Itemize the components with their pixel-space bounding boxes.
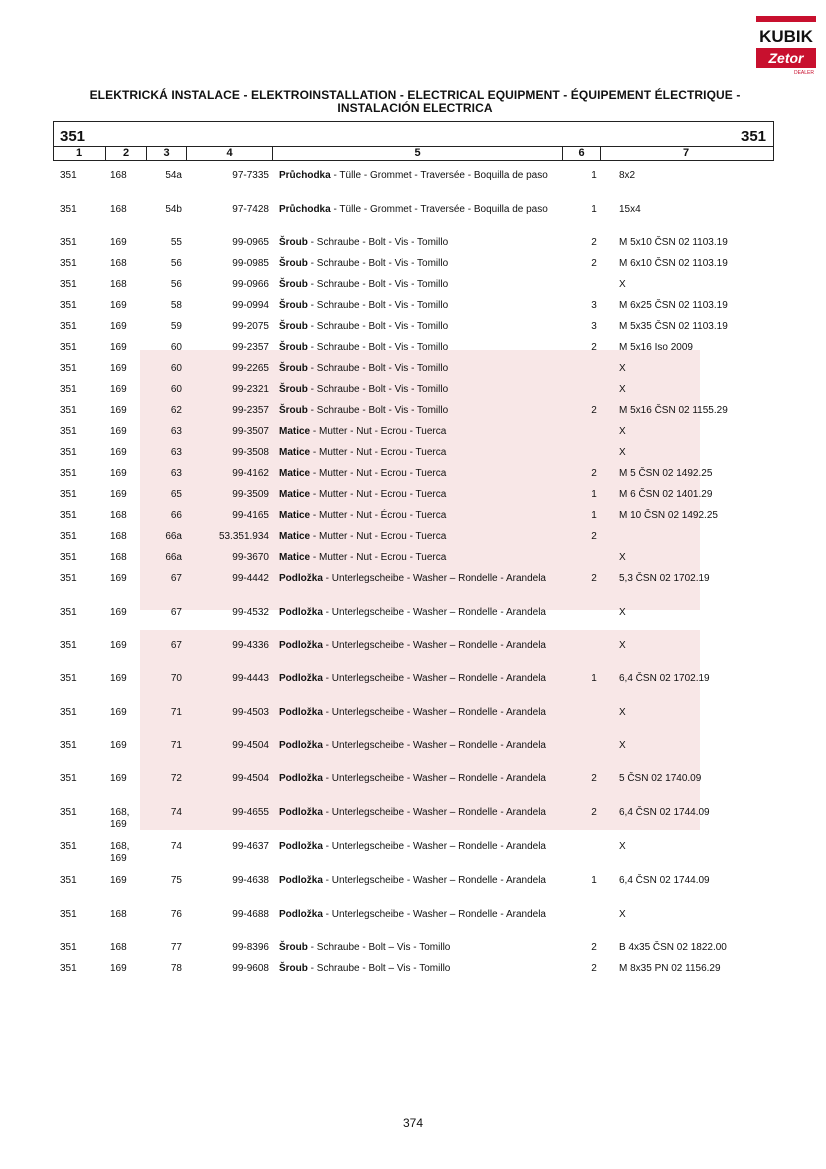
- description-translations: - Unterlegscheibe - Washer – Rondelle - Arandela: [322, 607, 546, 618]
- cell-section: 351: [60, 607, 77, 618]
- description-name: Šroub: [279, 405, 308, 416]
- description-name: Průchodka: [279, 204, 331, 215]
- description-translations: - Mutter - Nut - Ecrou - Tuerca: [310, 489, 447, 500]
- description-name: Podložka: [279, 841, 323, 852]
- cell-note: M 5x35 ČSN 02 1103.19: [619, 321, 728, 332]
- description-name: Matice: [279, 489, 311, 500]
- cell-part-number: 99-0994: [232, 300, 269, 311]
- description-name: Matice: [279, 426, 311, 437]
- cell-figure: 168, 169: [110, 807, 130, 830]
- cell-section: 351: [60, 426, 77, 437]
- cell-quantity: 2: [591, 963, 597, 974]
- cell-note: M 5x16 Iso 2009: [619, 342, 693, 353]
- cell-quantity: 3: [591, 300, 597, 311]
- cell-section: 351: [60, 405, 77, 416]
- cell-note: 6,4 ČSN 02 1702.19: [619, 673, 710, 684]
- description-translations: - Mutter - Nut - Ecrou - Tuerca: [310, 552, 447, 563]
- cell-part-number: 99-2075: [232, 321, 269, 332]
- logo-top-text: KUBIK: [759, 27, 813, 46]
- cell-figure: 168: [110, 510, 127, 521]
- cell-note: X: [619, 447, 626, 458]
- description-translations: - Unterlegscheibe - Washer – Rondelle - Arandela: [322, 707, 546, 718]
- cell-part-number: 99-8396: [232, 942, 269, 953]
- cell-section: 351: [60, 875, 77, 886]
- description-name: Podložka: [279, 573, 323, 584]
- cell-description: [279, 841, 559, 853]
- cell-position: 55: [170, 237, 182, 248]
- cell-description: [279, 468, 559, 480]
- logo-bottom-text: Zetor: [768, 50, 804, 66]
- cell-quantity: 3: [591, 321, 597, 332]
- cell-quantity: 1: [591, 510, 597, 521]
- cell-section: 351: [60, 363, 77, 374]
- column-header-7: 7: [682, 147, 690, 159]
- description-name: Podložka: [279, 707, 323, 718]
- cell-figure: 168: [110, 552, 127, 563]
- cell-position: 70: [170, 673, 182, 684]
- cell-part-number: 99-4504: [232, 740, 269, 751]
- cell-quantity: 2: [591, 468, 597, 479]
- cell-part-number: 99-4442: [232, 573, 269, 584]
- cell-part-number: 53.351.934: [218, 531, 269, 542]
- cell-note: X: [619, 384, 626, 395]
- description-translations: - Mutter - Nut - Ecrou - Tuerca: [310, 468, 447, 479]
- description-name: Šroub: [279, 942, 308, 953]
- cell-section: 351: [60, 707, 77, 718]
- cell-position: 78: [170, 963, 182, 974]
- description-translations: - Schraube - Bolt - Vis - Tomillo: [307, 405, 449, 416]
- cell-position: 54b: [165, 204, 182, 215]
- cell-section: 351: [60, 384, 77, 395]
- cell-section: 351: [60, 204, 77, 215]
- cell-section: 351: [60, 573, 77, 584]
- cell-note: B 4x35 ČSN 02 1822.00: [619, 942, 727, 953]
- cell-quantity: 1: [591, 170, 597, 181]
- description-translations: - Unterlegscheibe - Washer – Rondelle - Arandela: [322, 673, 546, 684]
- cell-figure: 169: [110, 447, 127, 458]
- cell-description: [279, 707, 559, 719]
- cell-section: 351: [60, 942, 77, 953]
- cell-position: 60: [170, 342, 182, 353]
- cell-part-number: 97-7335: [232, 170, 269, 181]
- description-name: Šroub: [279, 363, 308, 374]
- description-name: Matice: [279, 447, 311, 458]
- cell-part-number: 99-4165: [232, 510, 269, 521]
- section-number-right: 351: [741, 128, 767, 145]
- cell-section: 351: [60, 841, 77, 852]
- description-name: Matice: [279, 531, 311, 542]
- cell-quantity: 2: [591, 405, 597, 416]
- cell-section: 351: [60, 279, 77, 290]
- cell-quantity: 1: [591, 489, 597, 500]
- cell-part-number: 99-4638: [232, 875, 269, 886]
- cell-note: 6,4 ČSN 02 1744.09: [619, 875, 710, 886]
- cell-note: X: [619, 363, 626, 374]
- cell-figure: 169: [110, 607, 127, 618]
- cell-quantity: 2: [591, 342, 597, 353]
- description-translations: - Tülle - Grommet - Traversée - Boquilla de paso: [330, 170, 548, 181]
- cell-note: M 10 ČSN 02 1492.25: [619, 510, 718, 521]
- cell-position: 76: [170, 909, 182, 920]
- description-name: Šroub: [279, 342, 308, 353]
- cell-figure: 169: [110, 468, 127, 479]
- cell-position: 60: [170, 384, 182, 395]
- cell-description: [279, 875, 559, 887]
- cell-figure: 169: [110, 740, 127, 751]
- cell-description: [279, 170, 559, 182]
- cell-note: 6,4 ČSN 02 1744.09: [619, 807, 710, 818]
- description-name: Podložka: [279, 640, 323, 651]
- cell-part-number: 99-3509: [232, 489, 269, 500]
- cell-section: 351: [60, 673, 77, 684]
- description-translations: - Schraube - Bolt - Vis - Tomillo: [307, 363, 449, 374]
- column-header-row: [53, 146, 774, 161]
- cell-description: [279, 673, 559, 685]
- cell-quantity: 1: [591, 204, 597, 215]
- description-translations: - Schraube - Bolt – Vis - Tomillo: [307, 942, 451, 953]
- cell-position: 67: [170, 573, 182, 584]
- cell-note: X: [619, 426, 626, 437]
- heading-line-1: ELEKTRICKÁ INSTALACE - ELEKTROINSTALLATION - ELECTRICAL EQUIPMENT - ÉQUIPEMENT ÉLECTRIQUE -: [89, 88, 741, 102]
- cell-section: 351: [60, 552, 77, 563]
- cell-quantity: 2: [591, 942, 597, 953]
- cell-figure: 169: [110, 489, 127, 500]
- description-translations: - Schraube - Bolt - Vis - Tomillo: [307, 300, 449, 311]
- cell-section: 351: [60, 909, 77, 920]
- cell-figure: 169: [110, 342, 127, 353]
- cell-position: 67: [170, 607, 182, 618]
- cell-part-number: 99-2265: [232, 363, 269, 374]
- cell-section: 351: [60, 531, 77, 542]
- cell-position: 65: [170, 489, 182, 500]
- description-name: Šroub: [279, 963, 308, 974]
- cell-note: M 5 ČSN 02 1492.25: [619, 468, 713, 479]
- cell-section: 351: [60, 170, 77, 181]
- description-translations: - Unterlegscheibe - Washer – Rondelle - Arandela: [322, 807, 546, 818]
- description-translations: - Mutter - Nut - Écrou - Tuerca: [310, 510, 447, 521]
- cell-position: 56: [170, 279, 182, 290]
- description-name: Šroub: [279, 321, 308, 332]
- cell-figure: 168: [110, 204, 127, 215]
- description-name: Průchodka: [279, 170, 331, 181]
- description-translations: - Unterlegscheibe - Washer – Rondelle - Arandela: [322, 909, 546, 920]
- cell-position: 71: [170, 740, 182, 751]
- cell-position: 62: [170, 405, 182, 416]
- cell-section: 351: [60, 258, 77, 269]
- description-name: Šroub: [279, 258, 308, 269]
- cell-note: M 5x10 ČSN 02 1103.19: [619, 237, 728, 248]
- cell-part-number: 99-3507: [232, 426, 269, 437]
- cell-description: [279, 607, 559, 619]
- cell-figure: 169: [110, 300, 127, 311]
- cell-part-number: 99-0985: [232, 258, 269, 269]
- cell-figure: 168: [110, 170, 127, 181]
- description-translations: - Unterlegscheibe - Washer – Rondelle - Arandela: [322, 740, 546, 751]
- cell-note: M 6x10 ČSN 02 1103.19: [619, 258, 728, 269]
- kubik-zetor-logo: [754, 14, 818, 76]
- cell-part-number: 99-4655: [232, 807, 269, 818]
- description-name: Podložka: [279, 740, 323, 751]
- cell-description: [279, 740, 559, 752]
- cell-quantity: 2: [591, 258, 597, 269]
- cell-description: [279, 807, 559, 819]
- description-translations: - Schraube - Bolt - Vis - Tomillo: [307, 237, 449, 248]
- cell-figure: 168, 169: [110, 841, 130, 864]
- cell-part-number: 99-3670: [232, 552, 269, 563]
- cell-position: 66a: [165, 531, 182, 542]
- cell-position: 58: [170, 300, 182, 311]
- cell-quantity: 2: [591, 531, 597, 542]
- cell-figure: 169: [110, 875, 127, 886]
- cell-description: [279, 531, 559, 543]
- cell-figure: 169: [110, 384, 127, 395]
- cell-position: 67: [170, 640, 182, 651]
- cell-part-number: 99-4162: [232, 468, 269, 479]
- description-translations: - Unterlegscheibe - Washer – Rondelle - Arandela: [322, 573, 546, 584]
- cell-section: 351: [60, 510, 77, 521]
- cell-section: 351: [60, 300, 77, 311]
- cell-description: [279, 773, 559, 785]
- column-header-6: 6: [563, 147, 601, 160]
- cell-section: 351: [60, 807, 77, 818]
- cell-part-number: 99-9608: [232, 963, 269, 974]
- cell-description: [279, 405, 559, 417]
- description-translations: - Unterlegscheibe - Washer – Rondelle - Arandela: [322, 640, 546, 651]
- cell-note: X: [619, 841, 626, 852]
- cell-position: 54a: [165, 170, 182, 181]
- page-heading: [40, 89, 790, 115]
- description-translations: - Unterlegscheibe - Washer – Rondelle - Arandela: [322, 773, 546, 784]
- cell-description: [279, 963, 559, 975]
- cell-figure: 169: [110, 426, 127, 437]
- cell-section: 351: [60, 342, 77, 353]
- cell-description: [279, 237, 559, 249]
- cell-part-number: 97-7428: [232, 204, 269, 215]
- cell-note: 15x4: [619, 204, 641, 215]
- description-name: Podložka: [279, 875, 323, 886]
- cell-position: 63: [170, 426, 182, 437]
- description-name: Šroub: [279, 300, 308, 311]
- description-name: Šroub: [279, 279, 308, 290]
- cell-note: M 8x35 PN 02 1156.29: [619, 963, 721, 974]
- cell-note: M 6 ČSN 02 1401.29: [619, 489, 713, 500]
- cell-section: 351: [60, 321, 77, 332]
- cell-figure: 169: [110, 640, 127, 651]
- cell-position: 59: [170, 321, 182, 332]
- cell-description: [279, 384, 559, 396]
- cell-position: 77: [170, 942, 182, 953]
- cell-quantity: 1: [591, 875, 597, 886]
- cell-note: M 5x16 ČSN 02 1155.29: [619, 405, 728, 416]
- cell-figure: 168: [110, 279, 127, 290]
- cell-part-number: 99-4532: [232, 607, 269, 618]
- cell-position: 66a: [165, 552, 182, 563]
- section-number-left: 351: [60, 128, 86, 145]
- description-translations: - Schraube - Bolt - Vis - Tomillo: [307, 258, 449, 269]
- cell-part-number: 99-0966: [232, 279, 269, 290]
- cell-figure: 168: [110, 909, 127, 920]
- cell-note: X: [619, 279, 626, 290]
- cell-figure: 168: [110, 258, 127, 269]
- description-name: Matice: [279, 552, 311, 563]
- cell-position: 63: [170, 468, 182, 479]
- cell-section: 351: [60, 237, 77, 248]
- cell-section: 351: [60, 489, 77, 500]
- description-name: Podložka: [279, 909, 323, 920]
- page-number: 374: [402, 1116, 424, 1130]
- description-translations: - Tülle - Grommet - Traversée - Boquilla de paso: [330, 204, 548, 215]
- cell-quantity: 1: [591, 673, 597, 684]
- cell-note: 5,3 ČSN 02 1702.19: [619, 573, 710, 584]
- cell-figure: 169: [110, 405, 127, 416]
- description-translations: - Schraube - Bolt - Vis - Tomillo: [307, 384, 449, 395]
- description-translations: - Mutter - Nut - Ecrou - Tuerca: [310, 447, 447, 458]
- description-name: Podložka: [279, 673, 323, 684]
- cell-quantity: 2: [591, 237, 597, 248]
- cell-figure: 169: [110, 321, 127, 332]
- cell-quantity: 2: [591, 807, 597, 818]
- cell-part-number: 99-4504: [232, 773, 269, 784]
- cell-section: 351: [60, 740, 77, 751]
- cell-part-number: 99-3508: [232, 447, 269, 458]
- cell-note: X: [619, 909, 626, 920]
- description-translations: - Mutter - Nut - Ecrou - Tuerca: [310, 531, 447, 542]
- column-header-5: 5: [273, 147, 563, 160]
- description-translations: - Unterlegscheibe - Washer – Rondelle - Arandela: [322, 841, 546, 852]
- cell-description: [279, 258, 559, 270]
- cell-note: X: [619, 607, 626, 618]
- cell-part-number: 99-4688: [232, 909, 269, 920]
- cell-description: [279, 510, 559, 522]
- cell-note: X: [619, 552, 626, 563]
- cell-figure: 168: [110, 942, 127, 953]
- cell-description: [279, 447, 559, 459]
- description-translations: - Schraube - Bolt - Vis - Tomillo: [307, 321, 449, 332]
- cell-figure: 169: [110, 363, 127, 374]
- description-name: Podložka: [279, 607, 323, 618]
- description-translations: - Schraube - Bolt - Vis - Tomillo: [307, 279, 449, 290]
- cell-position: 66: [170, 510, 182, 521]
- cell-description: [279, 640, 559, 652]
- cell-note: X: [619, 640, 626, 651]
- cell-description: [279, 942, 559, 954]
- cell-description: [279, 489, 559, 501]
- column-header-3: 3: [147, 147, 187, 160]
- column-header-2: 2: [106, 147, 147, 160]
- cell-quantity: 2: [591, 773, 597, 784]
- description-name: Šroub: [279, 384, 308, 395]
- cell-part-number: 99-2357: [232, 405, 269, 416]
- cell-description: [279, 279, 559, 291]
- cell-note: 5 ČSN 02 1740.09: [619, 773, 702, 784]
- cell-description: [279, 321, 559, 333]
- cell-position: 75: [170, 875, 182, 886]
- cell-position: 60: [170, 363, 182, 374]
- cell-figure: 169: [110, 773, 127, 784]
- cell-position: 72: [170, 773, 182, 784]
- cell-figure: 168: [110, 531, 127, 542]
- cell-description: [279, 204, 559, 216]
- cell-note: 8x2: [619, 170, 636, 181]
- cell-section: 351: [60, 963, 77, 974]
- cell-section: 351: [60, 447, 77, 458]
- cell-section: 351: [60, 773, 77, 784]
- cell-description: [279, 909, 559, 921]
- cell-position: 71: [170, 707, 182, 718]
- cell-part-number: 99-2357: [232, 342, 269, 353]
- cell-figure: 169: [110, 963, 127, 974]
- description-translations: - Schraube - Bolt – Vis - Tomillo: [307, 963, 451, 974]
- cell-section: 351: [60, 468, 77, 479]
- cell-position: 74: [170, 807, 182, 818]
- heading-line-2: INSTALACIÓN ELECTRICA: [337, 101, 493, 115]
- cell-description: [279, 426, 559, 438]
- description-translations: - Unterlegscheibe - Washer – Rondelle - Arandela: [322, 875, 546, 886]
- description-translations: - Schraube - Bolt - Vis - Tomillo: [307, 342, 449, 353]
- cell-note: M 6x25 ČSN 02 1103.19: [619, 300, 728, 311]
- cell-description: [279, 573, 559, 585]
- cell-figure: 169: [110, 573, 127, 584]
- cell-part-number: 99-4336: [232, 640, 269, 651]
- cell-position: 63: [170, 447, 182, 458]
- description-translations: - Mutter - Nut - Ecrou - Tuerca: [310, 426, 447, 437]
- cell-position: 56: [170, 258, 182, 269]
- cell-part-number: 99-4503: [232, 707, 269, 718]
- cell-description: [279, 363, 559, 375]
- cell-note: X: [619, 707, 626, 718]
- cell-description: [279, 552, 559, 564]
- logo-tag-text: DEALER: [793, 70, 815, 76]
- description-name: Podložka: [279, 807, 323, 818]
- cell-quantity: 2: [591, 573, 597, 584]
- description-name: Šroub: [279, 237, 308, 248]
- description-name: Matice: [279, 468, 311, 479]
- cell-note: X: [619, 740, 626, 751]
- description-name: Matice: [279, 510, 311, 521]
- cell-description: [279, 300, 559, 312]
- cell-figure: 169: [110, 673, 127, 684]
- cell-figure: 169: [110, 237, 127, 248]
- cell-part-number: 99-2321: [232, 384, 269, 395]
- cell-figure: 169: [110, 707, 127, 718]
- cell-part-number: 99-0965: [232, 237, 269, 248]
- cell-part-number: 99-4637: [232, 841, 269, 852]
- cell-description: [279, 342, 559, 354]
- column-header-4: 4: [187, 147, 273, 160]
- cell-position: 74: [170, 841, 182, 852]
- cell-part-number: 99-4443: [232, 673, 269, 684]
- column-header-1: 1: [53, 147, 106, 160]
- cell-section: 351: [60, 640, 77, 651]
- description-name: Podložka: [279, 773, 323, 784]
